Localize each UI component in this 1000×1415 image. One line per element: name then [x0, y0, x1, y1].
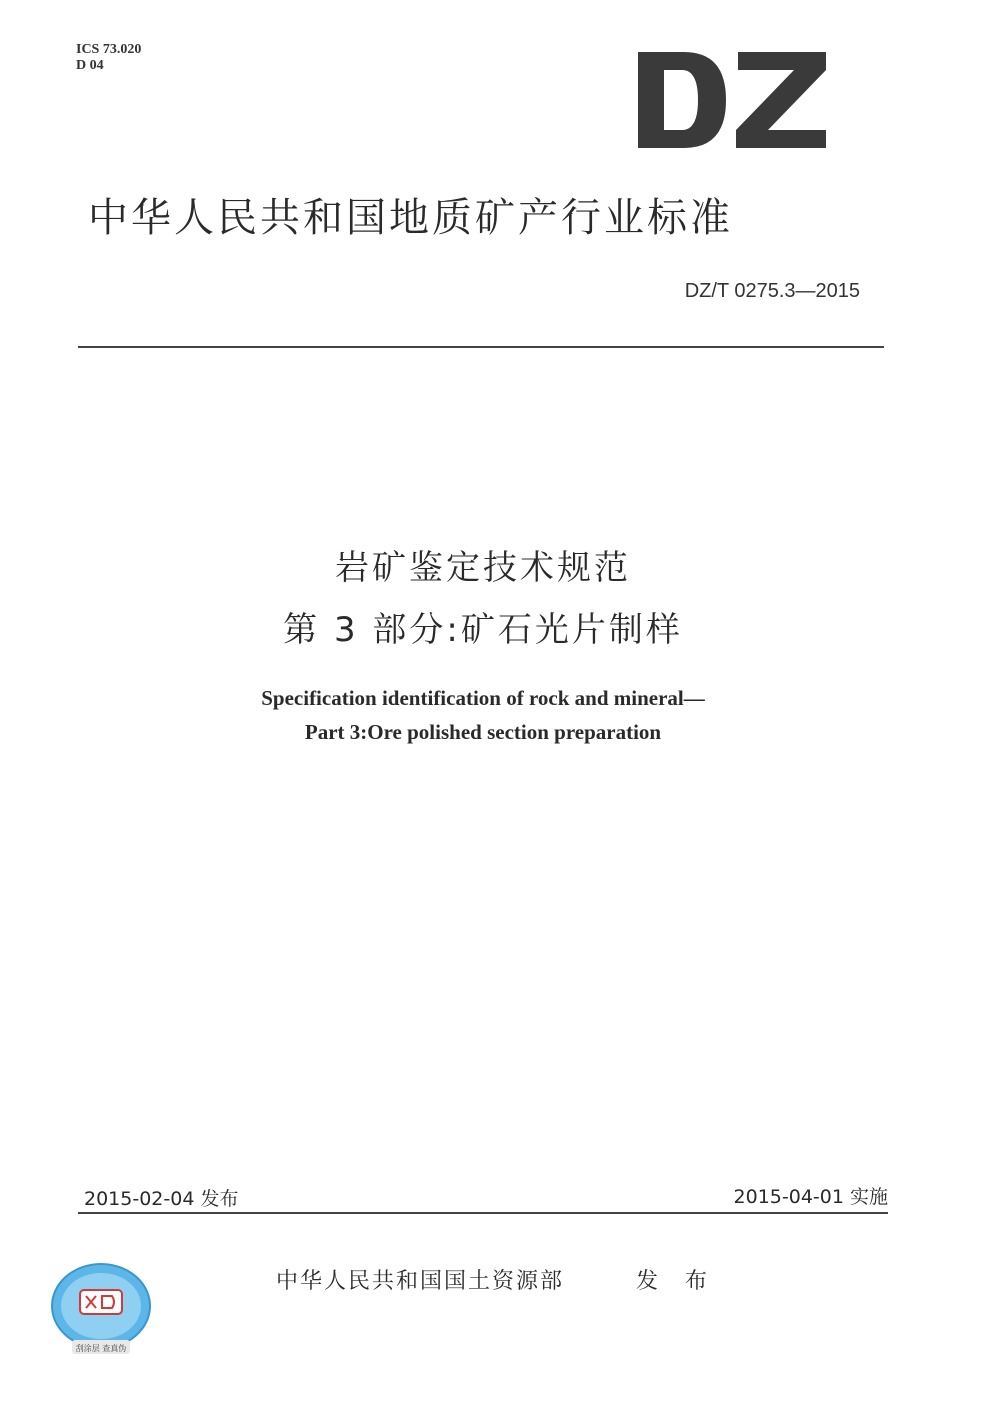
- seal-text: 刮涂层 查真伪: [75, 1344, 127, 1353]
- ics-block: [76, 42, 141, 74]
- publisher: 中华人民共和国国土资源部: [276, 1269, 565, 1294]
- title-en-main: Specification identification of rock and mineral—: [261, 686, 705, 710]
- publish-label: 发 布: [636, 1269, 717, 1294]
- standard-number: DZ/T 0275.3—2015: [684, 280, 860, 302]
- title-en-part: Part 3:Ore polished section preparation: [304, 720, 662, 744]
- issue-date: 2015-02-04 发布: [84, 1188, 239, 1210]
- bottom-divider: [78, 1212, 888, 1214]
- ccs-code: D 04: [76, 58, 104, 73]
- dz-logo: [634, 50, 830, 150]
- title-cn-main: 岩矿鉴定技术规范: [335, 548, 631, 588]
- top-divider: [78, 346, 884, 348]
- implementation-date: 2015-04-01 实施: [733, 1186, 888, 1208]
- anti-counterfeit-seal-icon: [50, 1262, 152, 1356]
- ics-code: ICS 73.020: [76, 42, 142, 57]
- standard-category: 中华人民共和国地质矿产行业标准: [88, 195, 733, 241]
- title-cn-part: 第 3 部分:矿石光片制样: [283, 610, 683, 650]
